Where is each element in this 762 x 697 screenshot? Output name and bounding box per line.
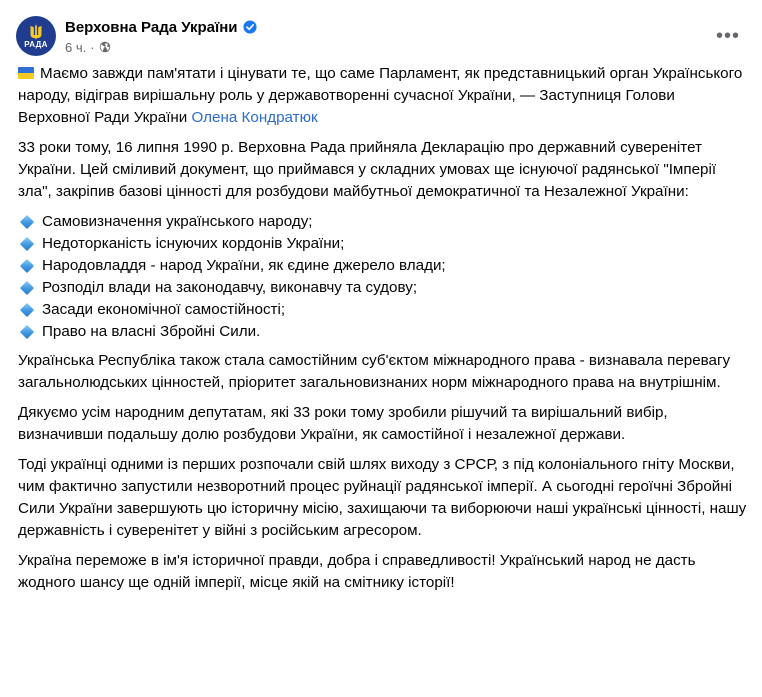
blue-diamond-icon (20, 281, 34, 295)
list-item-text: Самовизначення українського народу; (42, 213, 313, 230)
paragraph-1: 33 роки тому, 16 липня 1990 р. Верховна Рада прийняла Декларацію про державний суверенітет України. Цей сміливий документ, що приймався у складних умовах ще існуючої радянської "Імперії зла", закріпив базові цінності для розбудови майбутньої демократичної та Незалежної України: (18, 139, 717, 200)
more-options-icon: ••• (715, 24, 740, 47)
meta-separator: · (90, 39, 95, 55)
intro-text: Маємо завжди пам'ятати і цінувати те, що саме Парламент, як представницький орган Українського народу, відіграв вирішальну роль у державотворенні сучасної України, — Заступниця Голови Верховної Ради України (18, 65, 743, 126)
avatar[interactable] (16, 16, 56, 56)
blue-diamond-icon (20, 237, 34, 251)
globe-icon[interactable] (99, 41, 111, 53)
post-header (16, 12, 257, 60)
verified-badge-icon (243, 20, 257, 34)
blue-diamond-icon (20, 259, 34, 273)
paragraph-3: Дякуємо усім народним депутатам, які 33 роки тому зробили рішучий та вирішальний вибір, визначивши подальшу долю розбудови України, як самостійної і незалежної держави. (18, 404, 668, 443)
list-item-text: Засади економічної самостійності; (42, 301, 286, 318)
post-time-link[interactable]: 6 ч. (65, 39, 87, 55)
ukraine-flag-icon (18, 67, 34, 79)
blue-diamond-icon (20, 303, 34, 317)
list-item (18, 299, 748, 321)
more-options-button[interactable] (710, 18, 746, 54)
post-intro (18, 63, 748, 129)
list-item-text: Розподіл влади на законодавчу, виконавчу та судову; (42, 279, 418, 296)
page-name-link[interactable]: Верховна Рада України (65, 18, 238, 36)
paragraph-2: Українська Республіка також стала самостійним суб'єктом міжнародного права - визнавала перевагу загальнолюдських цінностей, пріоритет загальновизнаних норм міжнародного права на внутрішнім. (18, 352, 731, 391)
blue-diamond-icon (20, 325, 34, 339)
list-item (18, 211, 748, 233)
paragraph-5: Україна переможе в ім'я історичної правди, добра і справедливості! Український народ не дасть жодного шансу ще одній імперії, місце якій на смітнику історії! (18, 552, 696, 591)
list-item-text: Народовладдя - народ України, як єдине джерело влади; (42, 257, 446, 274)
mention-link[interactable]: Олена Кондратюк (191, 109, 318, 126)
list-item (18, 255, 748, 277)
post-meta (65, 38, 257, 56)
post-body (18, 63, 748, 602)
list-item (18, 277, 748, 299)
values-list (18, 211, 748, 343)
list-item (18, 233, 748, 255)
header-info (65, 16, 257, 56)
list-item-text: Недоторканість існуючих кордонів України; (42, 235, 345, 252)
trident-icon (29, 24, 43, 40)
page-name-row (65, 16, 257, 38)
avatar-label: РАДА (24, 39, 48, 49)
blue-diamond-icon (20, 215, 34, 229)
paragraph-4: Тоді українці одними із перших розпочали свій шлях виходу з СРСР, з під колоніального гніту Москви, чим фактично запустили незворотний процес руйнації радянської імперії. А сьогодні героїчні Збройні Сили України завершують цю історичну місію, захищаючи та виборюючи наші українські цінності, нашу державність і суверенітет у війні з російським агресором. (18, 456, 747, 539)
list-item-text: Право на власні Збройні Сили. (42, 323, 261, 340)
list-item (18, 321, 748, 343)
